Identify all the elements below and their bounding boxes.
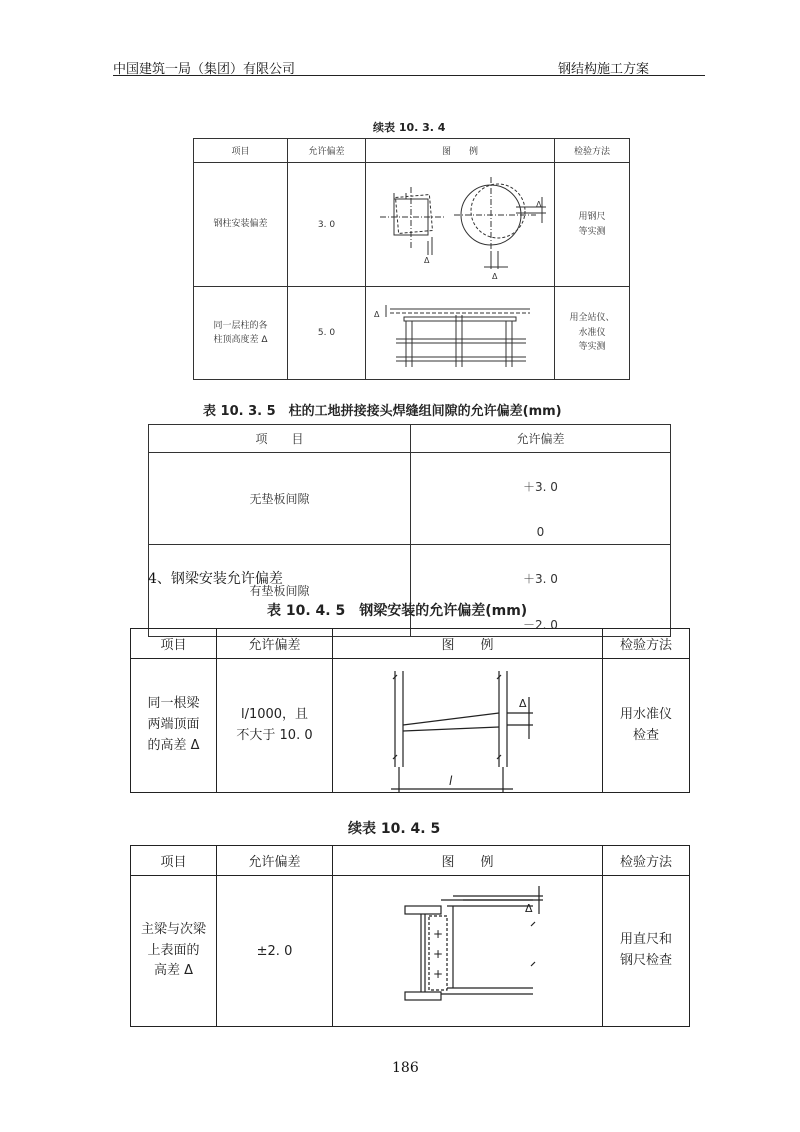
column-header: 检验方法 — [555, 139, 630, 163]
table-row — [149, 545, 671, 637]
tolerance-lower: 0 — [536, 525, 545, 540]
tolerance-cell — [411, 545, 671, 637]
column-header: 允许偏差 — [411, 425, 671, 453]
tolerance-upper: ＋3. 0 — [523, 479, 558, 494]
tolerance-lower: －2. 0 — [523, 617, 558, 632]
beam-end-height-figure — [333, 659, 603, 792]
figure-cell — [333, 659, 603, 793]
delta-symbol: Δ — [525, 902, 533, 915]
tolerance-cell: ±2. 0 — [217, 876, 333, 1027]
header-document-title: 钢结构施工方案 — [558, 62, 650, 77]
column-header: 图 例 — [333, 629, 603, 659]
table-3 — [130, 628, 690, 793]
column-deviation-figure — [366, 163, 555, 286]
table-3-caption: 表 10. 4. 5 钢梁安装的允许偏差(mm) — [267, 603, 528, 619]
column-header: 项目 — [131, 846, 217, 876]
figure-cell — [366, 163, 555, 287]
delta-symbol: Δ — [536, 200, 542, 209]
table-1-caption: 续表 10. 3. 4 — [373, 121, 446, 134]
table-1 — [193, 138, 630, 380]
item-cell: 同一根梁 两端顶面 的高差 Δ — [131, 659, 217, 793]
bolt-symbol: + — [433, 947, 444, 961]
method-cell: 用直尺和 钢尺检查 — [603, 876, 690, 1027]
table-header-row — [149, 425, 671, 453]
figure-cell — [366, 287, 555, 380]
column-header: 允许偏差 — [217, 629, 333, 659]
column-header: 项 目 — [149, 425, 411, 453]
method-cell: 用钢尺 等实测 — [555, 163, 630, 287]
method-cell: 用全站仪、 水准仪 等实测 — [555, 287, 630, 380]
table-4-caption: 续表 10. 4. 5 — [348, 821, 441, 837]
table-4 — [130, 845, 690, 1027]
column-header: 检验方法 — [603, 629, 690, 659]
item-cell: 钢柱安装偏差 — [194, 163, 288, 287]
table-header-row — [194, 139, 630, 163]
delta-symbol: Δ — [492, 272, 498, 281]
delta-symbol: Δ — [519, 697, 527, 710]
column-header: 图 例 — [333, 846, 603, 876]
header-rule — [113, 75, 705, 76]
column-header: 项目 — [194, 139, 288, 163]
figure-cell — [333, 876, 603, 1027]
table-row — [194, 163, 630, 287]
item-cell: 有垫板间隙 — [149, 545, 411, 637]
item-cell: 无垫板间隙 — [149, 453, 411, 545]
length-label: l — [449, 774, 453, 788]
column-top-height-figure — [366, 287, 555, 379]
column-header: 允许偏差 — [288, 139, 366, 163]
tolerance-cell: 3. 0 — [288, 163, 366, 287]
column-header: 项目 — [131, 629, 217, 659]
delta-symbol: Δ — [424, 256, 430, 265]
delta-symbol: Δ — [374, 310, 380, 319]
bolt-symbol: + — [433, 967, 444, 981]
table-row — [131, 876, 690, 1027]
table-row — [149, 453, 671, 545]
column-header: 允许偏差 — [217, 846, 333, 876]
page-number: 186 — [392, 1060, 419, 1076]
tolerance-upper: ＋3. 0 — [523, 571, 558, 586]
table-row — [194, 287, 630, 380]
method-cell: 用水准仪 检查 — [603, 659, 690, 793]
tolerance-cell: l/1000，且 不大于 10. 0 — [217, 659, 333, 793]
table-header-row — [131, 846, 690, 876]
table-header-row — [131, 629, 690, 659]
item-cell: 主梁与次梁 上表面的 高差 Δ — [131, 876, 217, 1027]
table-row — [131, 659, 690, 793]
bolt-symbol: + — [433, 927, 444, 941]
column-header: 图 例 — [366, 139, 555, 163]
tolerance-cell — [411, 453, 671, 545]
header-company: 中国建筑一局（集团）有限公司 — [113, 62, 296, 77]
section-heading: 4、钢梁安装允许偏差 — [148, 571, 283, 587]
main-secondary-beam-figure — [333, 876, 603, 1026]
round-column-deviated-outline — [471, 184, 525, 238]
item-cell: 同一层柱的各 柱顶高度差 Δ — [194, 287, 288, 380]
table-2-caption: 表 10. 3. 5 柱的工地拼接接头焊缝组间隙的允许偏差(mm) — [203, 404, 562, 419]
column-header: 检验方法 — [603, 846, 690, 876]
column-deviated-outline — [395, 195, 432, 234]
tolerance-cell: 5. 0 — [288, 287, 366, 380]
